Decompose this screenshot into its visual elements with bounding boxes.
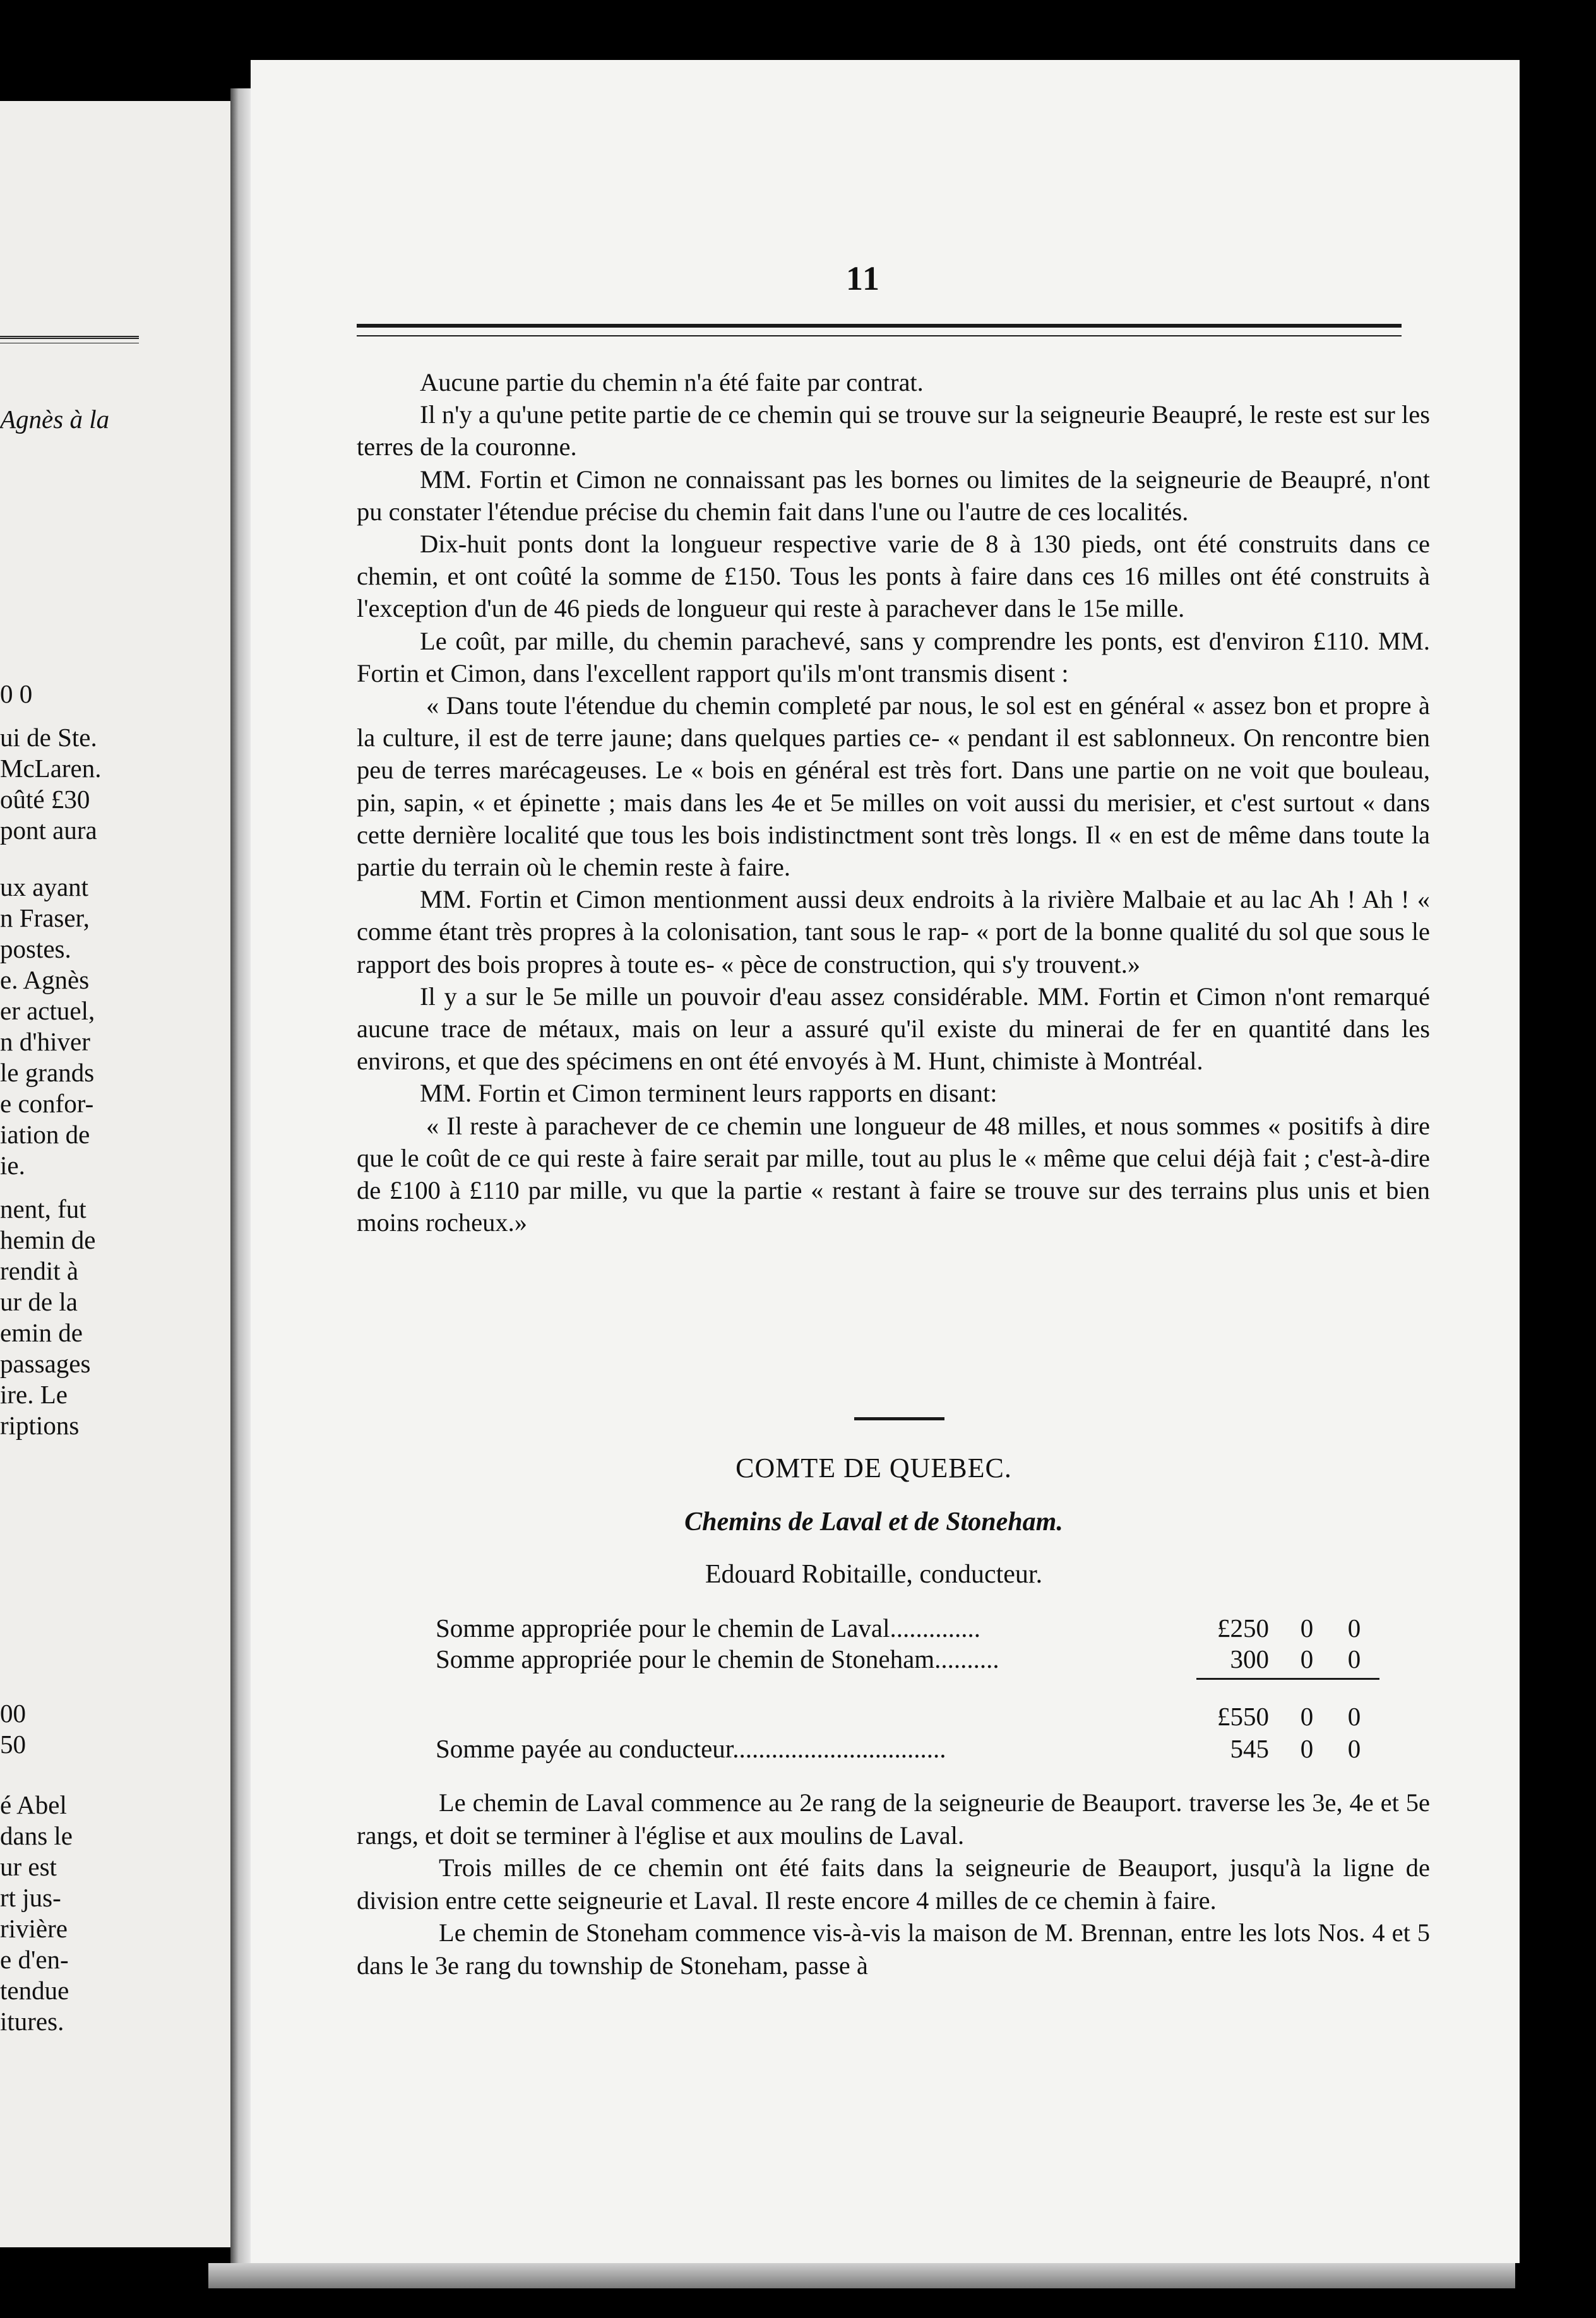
paragraph: Trois milles de ce chemin ont été faits dans la seigneurie de Beauport, jusqu'à la ligne de division entre cette seigneurie et Laval. Il reste encore 4 milles de ce chemin à faire. xyxy=(357,1853,1430,1915)
left-page-line: emin de xyxy=(0,1318,83,1347)
left-page-line: ui de Ste. xyxy=(0,723,97,752)
paragraph: Le chemin de Stoneham commence vis-à-vis la maison de M. Brennan, entre les lots Nos. 4 et 5 dans le 3e rang du township de Stoneham, passe à xyxy=(357,1918,1430,1980)
paragraph: MM. Fortin et Cimon mentionment aussi deux endroits à la rivière Malbaie et au lac Ah ! Ah ! « comme étant très propres à la colonisation, tant sous le rap- « port de la bonne qualité du sol que sous le rapport des bois propres à toute es- « pèce de construction, qui s'y trouvent.» xyxy=(357,885,1430,978)
left-page-line: ie. xyxy=(0,1151,25,1180)
paragraph: « Dans toute l'étendue du chemin completé par nous, le sol est en général « assez bon et propre à la culture, il est de terre jaune; dans quelques parties ce- « pendant il est sablonneux. On rencontre bien peu de terres marécageuses. Le « bois en général est très fort. Dans une partie on ne voit que bouleau, pin, sapin, « et épinette ; mais dans les 4e et 5e milles on voit aussi du merisier, et c'est surtout « dans cette dernière localité que tous les bois indistinctment sont très longs. Il « en est de même dans toute la partie du terrain où le chemin reste à faire. xyxy=(357,691,1430,882)
left-page-line: 0 0 xyxy=(0,679,33,708)
left-page-line: oûté £30 xyxy=(0,785,90,814)
left-page-line: é Abel xyxy=(0,1790,67,1819)
sum-rule-1 xyxy=(1196,1678,1379,1680)
left-page-line: McLaren. xyxy=(0,754,102,783)
left-page-line: e d'en- xyxy=(0,1945,69,1974)
paragraph: MM. Fortin et Cimon ne connaissant pas les bornes ou limites de la seigneurie de Beaupré, n'ont pu constater l'étendue précise du chemin fait dans l'une ou l'autre de ces localités. xyxy=(357,465,1430,526)
page-bottom-edge xyxy=(208,2263,1515,2288)
header-rule xyxy=(357,324,1402,336)
left-page-line: ur est xyxy=(0,1852,57,1881)
paragraph: Aucune partie du chemin n'a été faite par contrat. xyxy=(420,368,924,396)
left-page-line: rt jus- xyxy=(0,1883,61,1912)
left-page-line: dans le xyxy=(0,1821,73,1850)
paragraph: Il n'y a qu'une petite partie de ce chemin qui se trouve sur la seigneurie Beaupré, le reste est sur les terres de la couronne. xyxy=(357,400,1430,461)
left-page xyxy=(0,101,232,2247)
paragraph: Le coût, par mille, du chemin parachevé, sans y comprendre les ponts, est d'environ £110. MM. Fortin et Cimon, dans l'excellent rapport qu'ils m'ont transmis disent : xyxy=(357,626,1430,687)
left-page-line: rivière xyxy=(0,1914,68,1943)
left-page-line: rendit à xyxy=(0,1256,79,1285)
left-page-line: e confor- xyxy=(0,1089,94,1118)
account-pence: 0 xyxy=(1347,1614,1361,1643)
body-text-bottom xyxy=(357,1786,1430,1982)
account-label: Somme appropriée pour le chemin de Stoneham.......... xyxy=(436,1644,999,1673)
left-page-line: er actuel, xyxy=(0,996,95,1025)
left-page-line: n Fraser, xyxy=(0,903,90,932)
left-page-line: ux ayant xyxy=(0,872,89,901)
paragraph: Dix-huit ponts dont la longueur respective varie de 8 à 130 pieds, ont été construits dans ce chemin, et ont coûté la somme de £150. Tous les ponts à faire dans ces 16 milles ont été construits à l'exception d'un de 46 pieds de longueur qui reste à parachever dans le 15e mille. xyxy=(357,530,1430,623)
left-page-line: ire. Le xyxy=(0,1380,68,1409)
left-page-line: le grands xyxy=(0,1058,95,1087)
left-page-line: nent, fut xyxy=(0,1194,86,1223)
paragraph: Le chemin de Laval commence au 2e rang de la seigneurie de Beauport. traverse les 3e, 4e et 5e rangs, et doit se terminer à l'église et aux moulins de Laval. xyxy=(357,1788,1430,1850)
account-shillings: 0 xyxy=(1300,1644,1314,1673)
paragraph: « Il reste à parachever de ce chemin une longueur de 48 milles, et nous sommes « positifs à dire que le coût de ce qui reste à faire serait par mille, tout au plus le « même que celui déjà fait ; c'est-à-dire de £100 à £110 par mille, vu que la partie « restant à faire se trouve sur des terrains plus unis et bien moins rocheux.» xyxy=(357,1111,1430,1237)
page-number: 11 xyxy=(846,259,881,297)
account-pence: 0 xyxy=(1347,1734,1361,1763)
left-page-line: 00 xyxy=(0,1699,26,1728)
account-shillings: 0 xyxy=(1300,1734,1314,1763)
left-page-line: postes. xyxy=(0,934,71,963)
conductor-line: Edouard Robitaille, conducteur. xyxy=(705,1560,1043,1589)
account-label: Somme payée au conducteur................................. xyxy=(436,1734,946,1763)
account-shillings: 0 xyxy=(1300,1702,1314,1731)
left-page-line: ur de la xyxy=(0,1287,78,1316)
account-pence: 0 xyxy=(1347,1702,1361,1731)
account-amount: 545 xyxy=(1230,1734,1269,1763)
book-gutter xyxy=(230,88,251,2273)
account-amount: £250 xyxy=(1217,1614,1269,1643)
left-page-line: tendue xyxy=(0,1976,69,2005)
left-page-line: e. Agnès xyxy=(0,965,90,994)
body-text-top xyxy=(357,366,1430,1239)
account-label: Somme appropriée pour le chemin de Laval.............. xyxy=(436,1614,981,1643)
paragraph: Il y a sur le 5e mille un pouvoir d'eau assez considérable. MM. Fortin et Cimon n'ont remarqué aucune trace de métaux, mais on leur a assuré qu'il existe du minerai de fer en quantité dans les environs, et que des spécimens en ont été envoyés à M. Hunt, chimiste à Montréal. xyxy=(357,982,1430,1076)
left-page-line: itures. xyxy=(0,2007,64,2036)
section-title: COMTE DE QUEBEC. xyxy=(735,1453,1012,1483)
account-amount: 300 xyxy=(1230,1644,1269,1673)
left-page-rule xyxy=(0,336,139,343)
left-page-line: riptions xyxy=(0,1411,80,1440)
left-page-line: hemin de xyxy=(0,1225,96,1254)
section-subtitle: Chemins de Laval et de Stoneham. xyxy=(684,1507,1063,1536)
left-page-line: n d'hiver xyxy=(0,1027,90,1056)
section-divider xyxy=(854,1417,944,1420)
left-page-line: iation de xyxy=(0,1120,90,1149)
account-pence: 0 xyxy=(1347,1644,1361,1673)
left-page-line: pont aura xyxy=(0,816,97,845)
left-page-line: 50 xyxy=(0,1730,26,1759)
left-page-line: passages xyxy=(0,1349,91,1378)
left-page-line: Agnès à la xyxy=(0,405,110,434)
account-amount: £550 xyxy=(1217,1702,1269,1731)
paragraph: MM. Fortin et Cimon terminent leurs rapports en disant: xyxy=(420,1079,998,1108)
account-shillings: 0 xyxy=(1300,1614,1314,1643)
